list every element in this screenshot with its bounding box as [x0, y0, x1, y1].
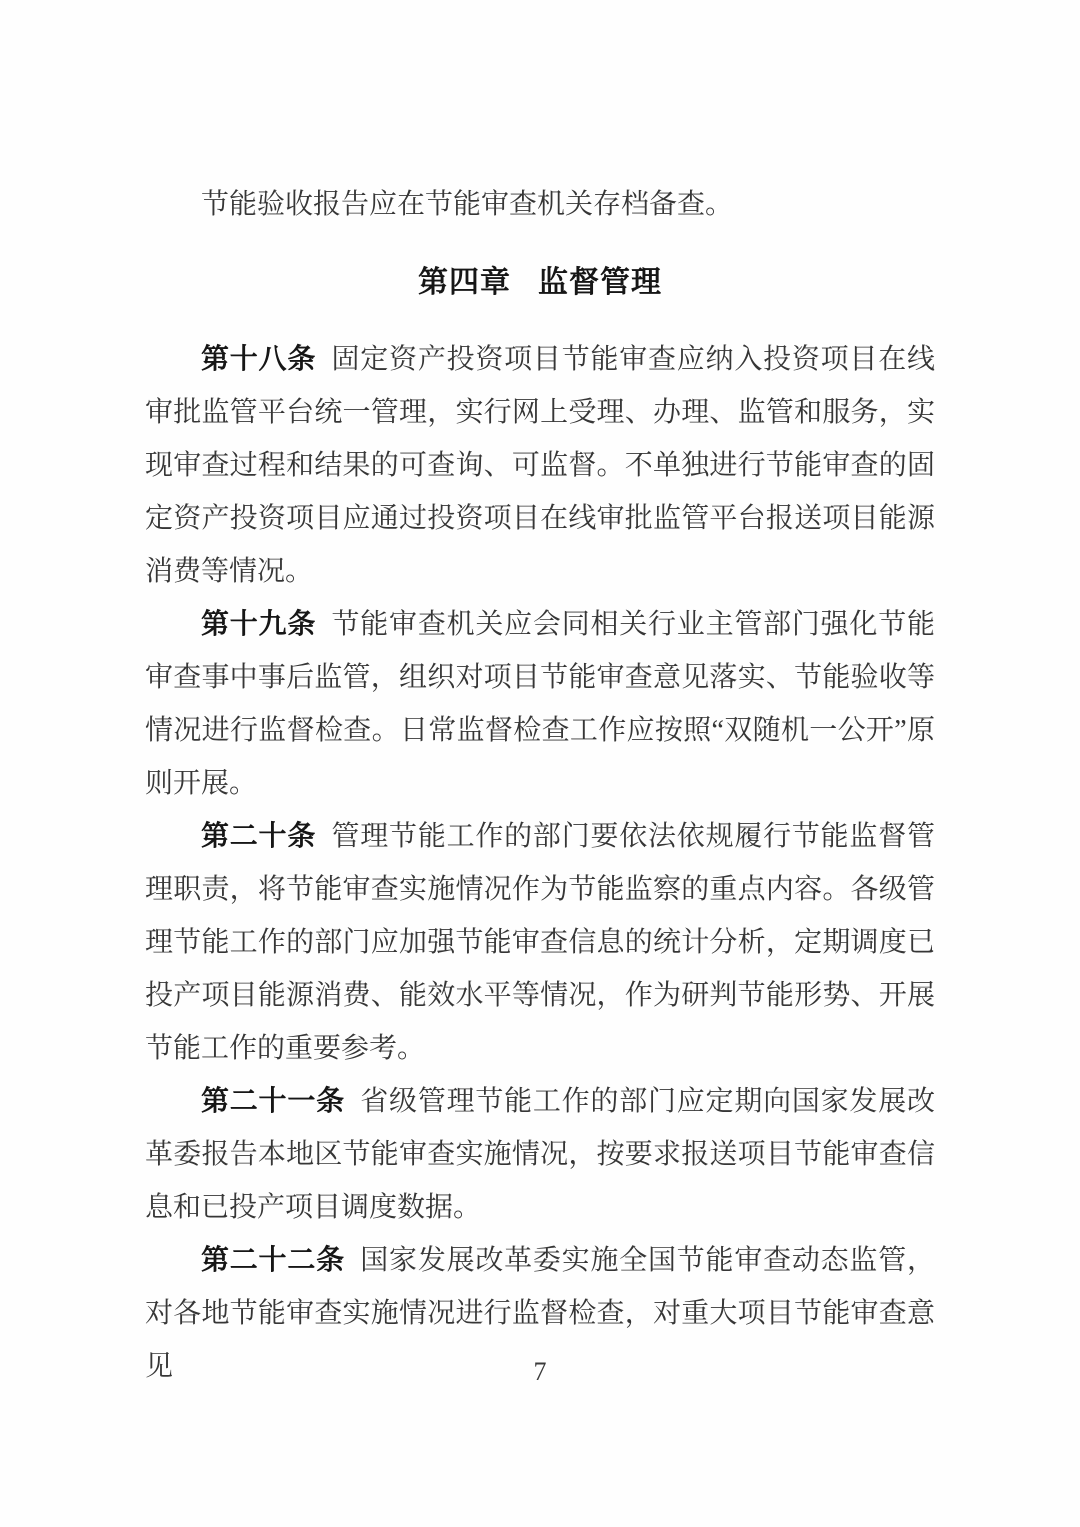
- chapter-number: 第四章: [418, 266, 511, 299]
- article-label: 第二十条: [201, 821, 317, 852]
- chapter-title: 监督管理: [538, 266, 662, 299]
- article-label: 第二十二条: [201, 1245, 345, 1276]
- article-label: 第二十一条: [201, 1086, 345, 1117]
- intro-paragraph: 节能验收报告应在节能审查机关存档备查。: [201, 189, 734, 220]
- article-text: 节能审查机关应会同相关行业主管部门强化节能审查事中事后监管，组织对项目节能审查意见落实、节能验收等情况进行监督检查。日常监督检查工作应按照“双随机一公开”原则开展。: [145, 609, 935, 799]
- article-label: 第十九条: [201, 609, 317, 640]
- article-label: 第十八条: [201, 344, 317, 375]
- article-text: 国家发展改革委实施全国节能审查动态监管，对各地节能审查实施情况进行监督检查，对重大项目节能审查意见: [145, 1245, 935, 1382]
- article-text: 管理节能工作的部门要依法依规履行节能监督管理职责，将节能审查实施情况作为节能监察的重点内容。各级管理节能工作的部门应加强节能审查信息的统计分析，定期调度已投产项目能源消费、能效水平等情况，作为研判节能形势、开展节能工作的重要参考。: [145, 821, 935, 1064]
- article-text: 省级管理节能工作的部门应定期向国家发展改革委报告本地区节能审查实施情况，按要求报送项目节能审查信息和已投产项目调度数据。: [145, 1086, 935, 1223]
- chapter-heading: [145, 256, 935, 309]
- article-paragraph: [145, 333, 935, 598]
- article-text: 固定资产投资项目节能审查应纳入投资项目在线审批监管平台统一管理，实行网上受理、办理、监管和服务，实现审查过程和结果的可查询、可监督。不单独进行节能审查的固定资产投资项目应通过投资项目在线审批监管平台报送项目能源消费等情况。: [145, 344, 935, 587]
- document-content: [145, 178, 935, 1393]
- article-paragraph: [145, 598, 935, 810]
- article-paragraph: [145, 810, 935, 1075]
- article-paragraph: [145, 1075, 935, 1234]
- page-number: 7: [533, 1357, 547, 1386]
